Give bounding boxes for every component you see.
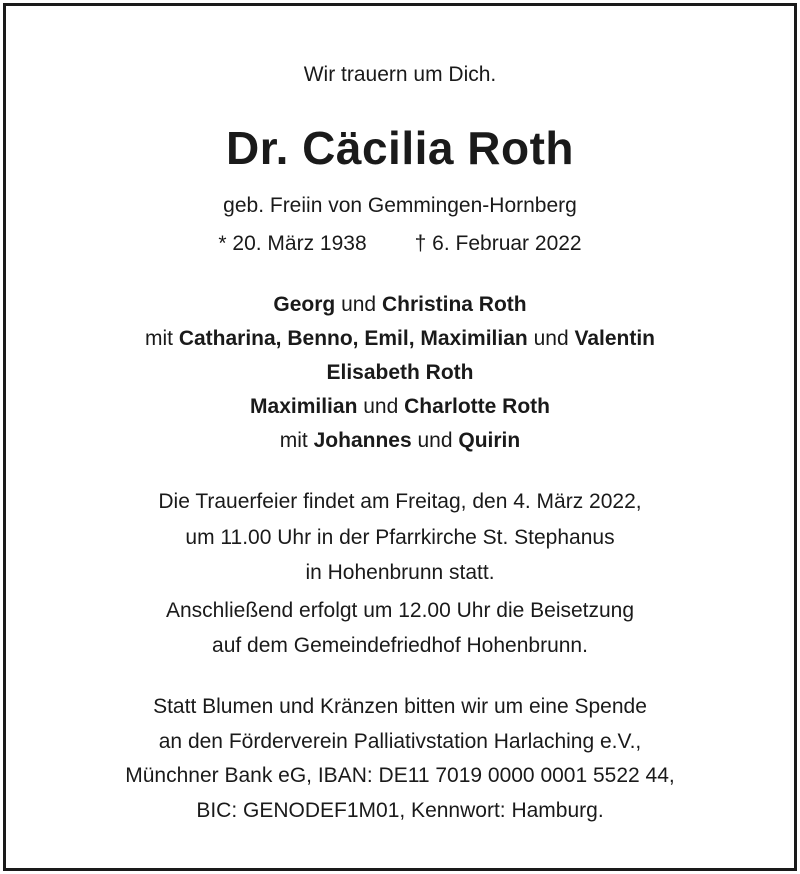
conjunction: und xyxy=(533,327,569,350)
birth-date: * 20. März 1938 xyxy=(218,232,367,255)
family-line xyxy=(6,326,794,352)
death-date: † 6. Februar 2022 xyxy=(414,232,582,255)
family-name: Charlotte Roth xyxy=(404,395,550,418)
conjunction: und xyxy=(363,395,399,418)
family-name: Christina Roth xyxy=(381,293,527,316)
family-name: Quirin xyxy=(458,429,521,452)
bank-details-line: BIC: GENODEF1M01, Kennwort: Hamburg. xyxy=(196,799,604,822)
service-info-line: um 11.00 Uhr in der Pfarrkirche St. Stephanus xyxy=(185,526,615,549)
family-line xyxy=(6,292,794,318)
obituary-notice xyxy=(3,3,797,871)
burial-info-line: auf dem Gemeindefriedhof Hohenbrunn. xyxy=(212,634,588,657)
birth-name: geb. Freiin von Gemmingen-Hornberg xyxy=(223,194,577,217)
deceased-name: Dr. Cäcilia Roth xyxy=(226,122,574,174)
bank-details-line: Münchner Bank eG, IBAN: DE11 7019 0000 0001 5522 44, xyxy=(125,764,675,787)
family-name: Georg xyxy=(273,293,336,316)
conjunction: mit xyxy=(144,327,173,350)
family-line xyxy=(6,394,794,420)
donation-info-line: Statt Blumen und Kränzen bitten wir um eine Spende xyxy=(153,695,647,718)
family-name: Valentin xyxy=(574,327,656,350)
family-name: Elisabeth Roth xyxy=(326,361,474,384)
family-line xyxy=(6,428,794,454)
conjunction: und xyxy=(417,429,453,452)
service-info-line: in Hohenbrunn statt. xyxy=(305,561,495,584)
intro-text: Wir trauern um Dich. xyxy=(303,63,497,86)
conjunction: mit xyxy=(279,429,308,452)
family-name: Maximilian xyxy=(250,395,358,418)
family-name: Johannes xyxy=(313,429,412,452)
family-name: Catharina, Benno, Emil, Maximilian xyxy=(178,327,528,350)
conjunction: und xyxy=(341,293,377,316)
life-dates xyxy=(6,231,794,257)
burial-info-line: Anschließend erfolgt um 12.00 Uhr die Beisetzung xyxy=(165,599,635,622)
family-line xyxy=(6,360,794,386)
service-info-line: Die Trauerfeier findet am Freitag, den 4. März 2022, xyxy=(158,490,642,513)
donation-info-line: an den Förderverein Palliativstation Harlaching e.V., xyxy=(158,730,642,753)
